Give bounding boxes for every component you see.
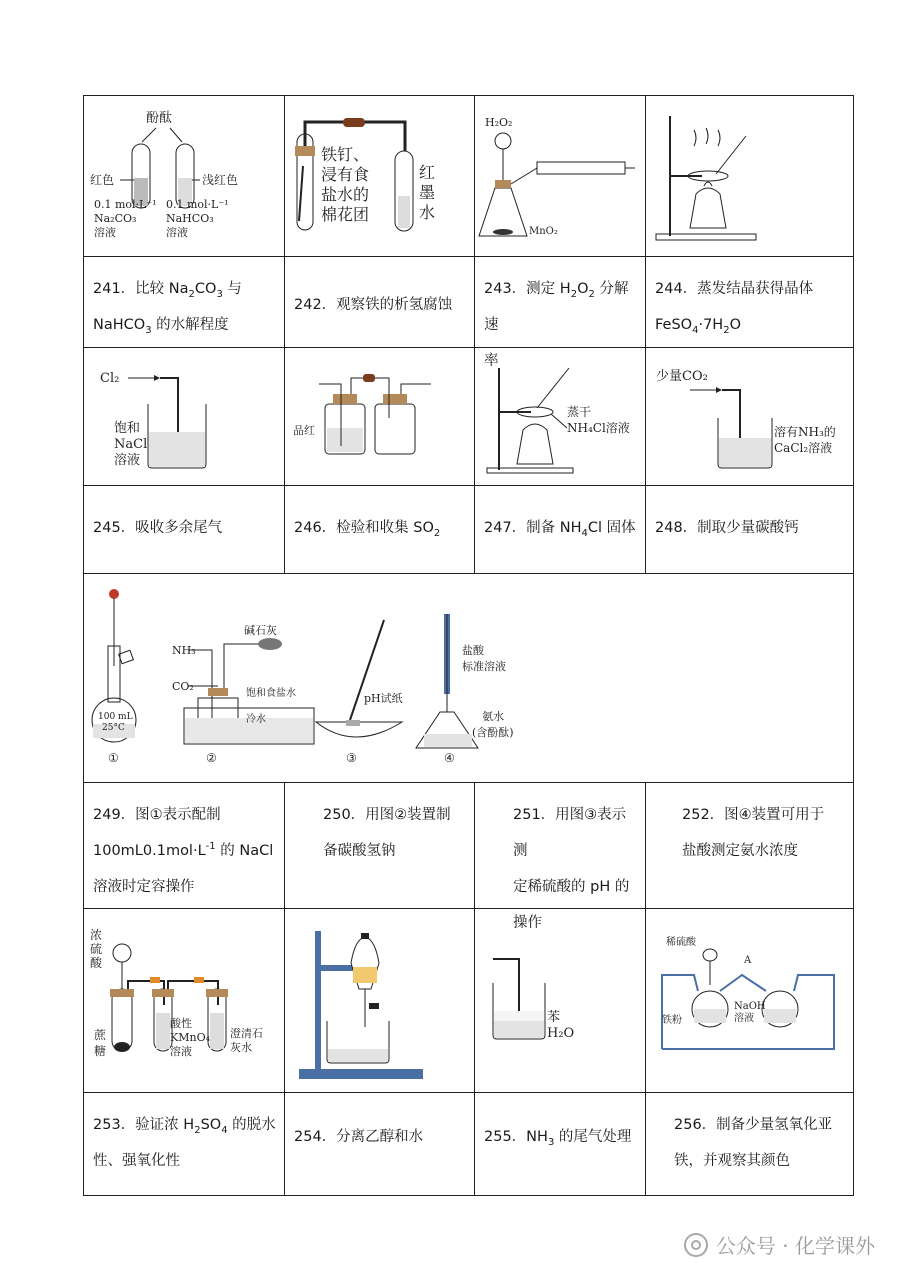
svg-text:溶液: 溶液 [734,1013,754,1024]
svg-text:(含酚酞): (含酚酞) [472,726,514,739]
svg-text:溶液: 溶液 [114,453,141,468]
iron-corrosion-diagram [285,96,475,256]
watermark-text: 公众号 · 化学课外 [715,1234,875,1258]
figure-row-253-256 [83,908,854,1092]
svg-text:NaCl: NaCl [114,437,148,452]
svg-text:硫: 硫 [90,942,103,956]
svg-text:②: ② [206,751,217,765]
evaporation-diagram [646,96,852,256]
caption-242: 242．观察铁的析氢腐蚀 [285,257,475,347]
caption-249: 249．图①表示配制 $100mL0.1mol\cdot L^{-1}$ 的 NaCl 溶液时定容操作 [84,783,285,908]
svg-text:溶液: 溶液 [94,226,116,239]
svg-text:Na₂CO₃: Na₂CO₃ [94,212,137,225]
svg-text:棉花团: 棉花团 [321,205,370,224]
svg-text:pH试纸: pH试纸 [364,692,403,705]
svg-text:NH₃: NH₃ [172,644,196,657]
nh3-absorption-diagram [475,909,645,1092]
caption-243: 243．测定 $H_2O_2$ 分解速 率 [475,257,646,347]
svg-text:浸有食: 浸有食 [321,165,370,184]
figure-245 [84,348,285,485]
caption-row-241-244 [83,256,854,369]
caption-row-249-252 [83,782,854,931]
svg-text:盐酸: 盐酸 [462,644,484,657]
figure-253 [84,909,285,1092]
svg-text:墨: 墨 [419,183,436,202]
gas-absorption-diagram [84,348,284,485]
svg-text:铁粉: 铁粉 [662,1015,682,1026]
svg-text:浓: 浓 [90,928,103,942]
svg-text:溶液: 溶液 [170,1045,192,1058]
svg-text:0.1 mol·L⁻¹: 0.1 mol·L⁻¹ [94,198,157,211]
svg-text:25°C: 25°C [102,723,125,733]
caption-241: 241．比较 $Na_2CO_3$ 与 NaHCO$_3$ 的水解程度 [84,257,285,347]
svg-text:A: A [744,955,752,966]
caption-247: 247．制备 $NH_4Cl$ 固体 [475,486,646,573]
svg-text:H₂O: H₂O [547,1026,575,1041]
experiment-table [83,95,854,1196]
svg-text:少量CO₂: 少量CO₂ [656,369,708,384]
svg-text:冷水: 冷水 [246,714,266,725]
figure-row-241-244 [83,95,854,256]
caption-245: 245．吸收多余尾气 [84,486,285,573]
svg-text:糖: 糖 [94,1044,107,1058]
caption-248: 248．制取少量碳酸钙 [655,520,799,536]
caption-254: 254．分离乙醇和水 [285,1093,475,1195]
svg-text:酸: 酸 [90,956,103,970]
figure-row-249-252 [83,573,854,782]
figure-244 [646,96,853,256]
caption-253: 253．验证浓 $H_2SO_4$ 的脱水 性、强氧化性 [84,1093,285,1195]
svg-text:③: ③ [346,751,357,765]
so2-collection-diagram [285,348,475,485]
evaporate-nh4cl-diagram [475,348,645,485]
svg-text:蔗: 蔗 [94,1028,107,1042]
svg-text:①: ① [108,751,119,765]
svg-text:饱和: 饱和 [114,421,141,436]
svg-text:碱石灰: 碱石灰 [244,624,277,637]
svg-text:溶液: 溶液 [166,226,188,239]
caption-246: 246．检验和收集 $SO_2$ [285,486,475,573]
test-tubes-diagram [84,96,284,256]
svg-text:酸性: 酸性 [170,1017,192,1030]
svg-text:NaOH: NaOH [734,1001,766,1012]
svg-text:铁钉、: 铁钉、 [321,145,370,164]
figure-249-252 [84,574,853,782]
caption-244: 244．蒸发结晶获得晶体 $FeSO_4\cdot 7H_2O$ [655,281,814,336]
svg-text:标准溶液: 标准溶液 [462,660,506,673]
caption-255: 255．$NH_3$ 的尾气处理 [475,1093,646,1195]
svg-text:KMnO₄: KMnO₄ [170,1031,210,1044]
svg-text:品红: 品红 [293,424,315,437]
caption-251: 251．用图③表示测 定稀硫酸的 pH 的 操作 [475,783,646,908]
svg-text:④: ④ [444,751,455,765]
svg-text:溶有NH₃的: 溶有NH₃的 [774,425,836,439]
svg-text:澄清石: 澄清石 [230,1027,263,1040]
figure-241 [84,96,285,256]
svg-text:氨水: 氨水 [482,710,504,723]
figure-248 [646,348,853,485]
svg-text:Cl₂: Cl₂ [100,371,120,386]
svg-text:红色: 红色 [90,173,115,187]
caption-row-245-248 [83,485,854,573]
wechat-icon [684,1233,708,1257]
svg-text:盐水的: 盐水的 [321,185,370,204]
figure-247 [475,348,646,485]
caption-252: 252．图④装置可用于 盐酸测定氨水浓度 [682,807,825,859]
svg-text:浅红色: 浅红色 [202,173,239,187]
sulfuric-acid-diagram [84,909,284,1092]
svg-text:酚酞: 酚酞 [146,111,173,126]
ferrous-hydroxide-diagram [646,909,852,1092]
watermark [684,1230,875,1259]
svg-text:稀硫酸: 稀硫酸 [666,937,696,948]
svg-text:苯: 苯 [547,1010,561,1025]
svg-text:H₂O₂: H₂O₂ [485,116,513,129]
figure-254 [285,909,475,1092]
figure-242 [285,96,475,256]
figure-243 [475,96,646,256]
svg-text:100 mL: 100 mL [98,712,133,722]
figure-246 [285,348,475,485]
svg-text:灰水: 灰水 [230,1041,252,1054]
separatory-funnel-diagram [285,909,475,1092]
svg-text:CaCl₂溶液: CaCl₂溶液 [774,441,833,455]
svg-text:NH₄Cl溶液: NH₄Cl溶液 [567,421,630,435]
caption-250: 250．用图②装置制 备碳酸氢钠 [285,783,475,908]
svg-text:饱和食盐水: 饱和食盐水 [246,688,296,699]
caption-256: 256．制备少量氢氧化亚 铁，并观察其颜色 [674,1117,833,1169]
svg-text:0.1 mol·L⁻¹: 0.1 mol·L⁻¹ [166,198,229,211]
caption-row-253-256 [83,1092,854,1196]
caco3-preparation-diagram [646,348,852,485]
four-apparatus-diagram [84,574,853,782]
svg-text:NaHCO₃: NaHCO₃ [166,212,214,225]
svg-text:蒸干: 蒸干 [567,405,592,419]
svg-text:红: 红 [419,163,436,182]
svg-text:MnO₂: MnO₂ [529,226,558,237]
svg-text:水: 水 [419,203,436,222]
figure-255 [475,909,646,1092]
figure-256 [646,909,853,1092]
h2o2-decomposition-diagram [475,96,645,256]
svg-text:CO₂: CO₂ [172,680,194,693]
figure-row-245-248 [83,347,854,485]
